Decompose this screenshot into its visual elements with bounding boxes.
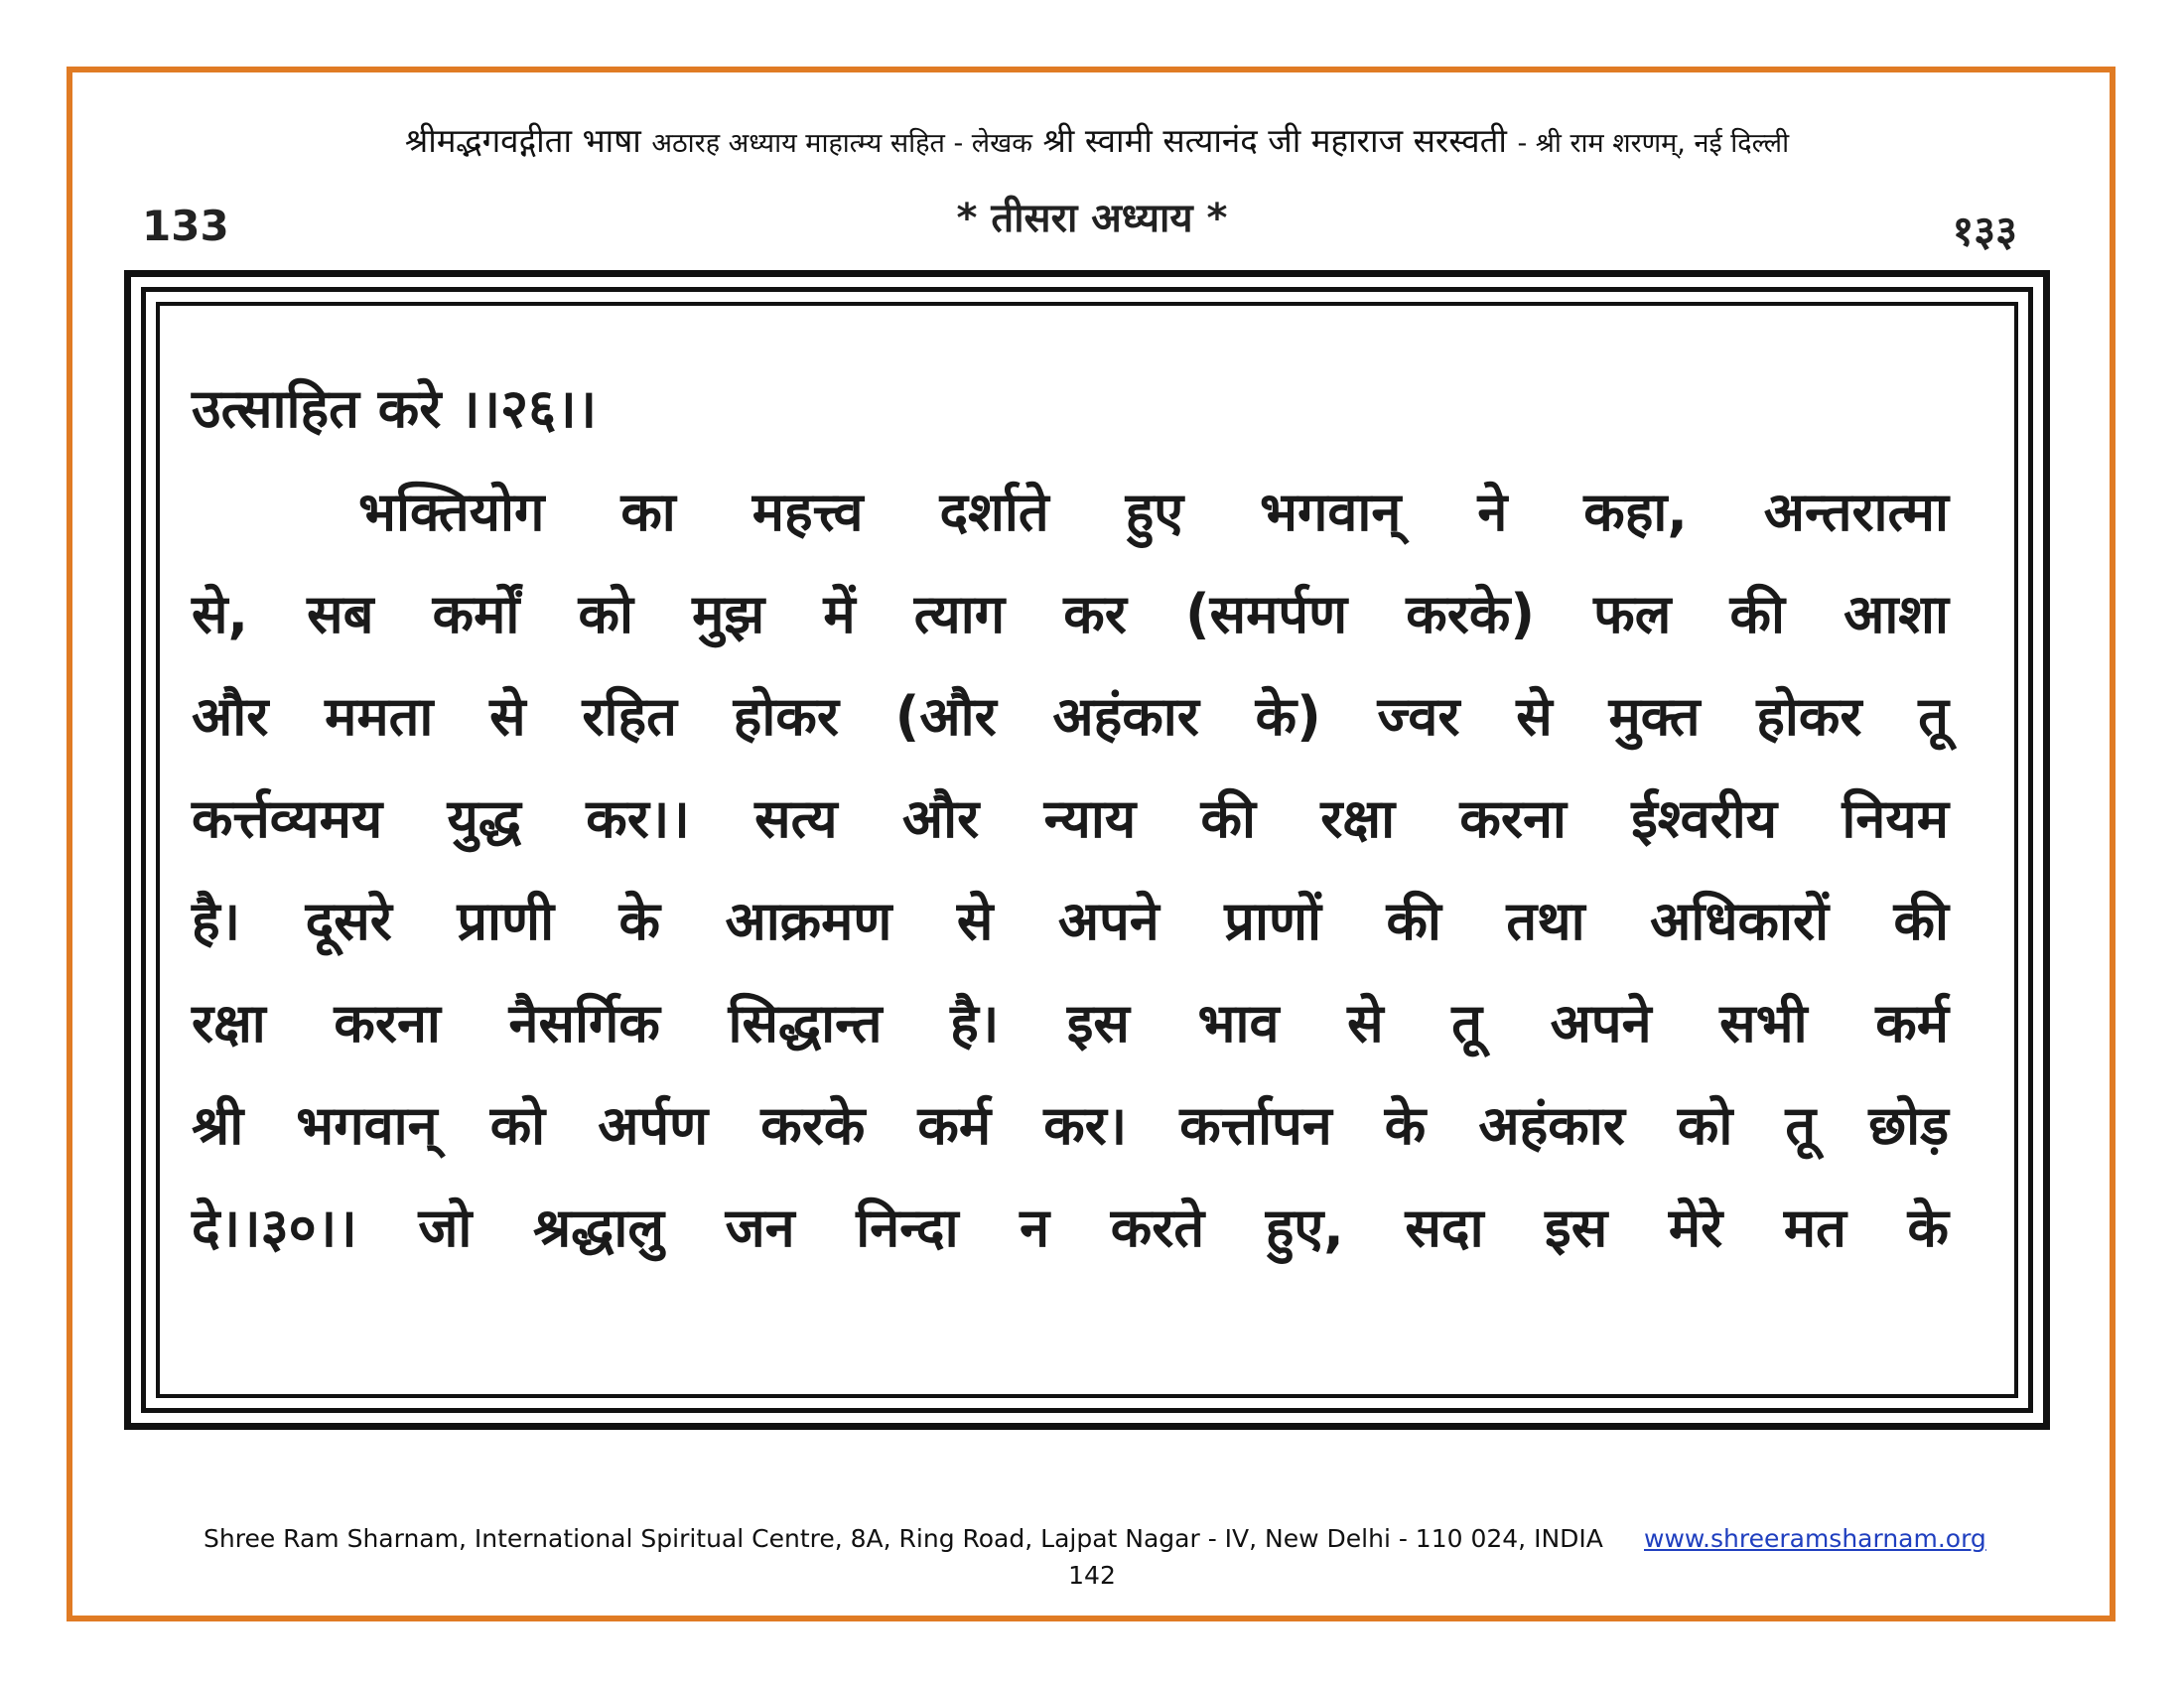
book-subtitle: अठारह अध्याय माहात्म्य सहित - लेखक <box>651 128 1032 159</box>
paragraph-line: दे।।३०।। जो श्रद्धालु जन निन्दा न करते हुए, सदा इस मेरे मत के <box>192 1196 1949 1259</box>
paragraph-line: कर्त्तव्यमय युद्ध कर।। सत्य और न्याय की रक्षा करना ईश्वरीय नियम <box>192 787 1949 850</box>
paragraph-line: है। दूसरे प्राणी के आक्रमण से अपने प्राणों की तथा अधिकारों की <box>192 890 1949 952</box>
author-name: श्री स्वामी सत्यानंद जी महाराज सरस्वती <box>1042 121 1507 160</box>
chapter-title: * तीसरा अध्याय * <box>956 196 1228 241</box>
page-number-devanagari: १३३ <box>1952 207 2017 255</box>
publisher-name: - श्री राम शरणम्, नई दिल्ली <box>1517 128 1790 159</box>
book-title: श्रीमद्भगवद्गीता भाषा <box>404 121 641 160</box>
text-box-content <box>192 357 1949 1279</box>
paragraph-line: से, सब कर्मों को मुझ में त्याग कर (समर्पण करके) फल की आशा <box>192 583 1949 645</box>
verse-end-line: उत्साहित करे ।।२६।। <box>192 377 598 440</box>
footer-address: Shree Ram Sharnam, International Spiritual Centre, 8A, Ring Road, Lajpat Nagar - IV, New Delhi - 110 024, INDIA <box>204 1524 1603 1553</box>
paragraph-line: और ममता से रहित होकर (और अहंकार के) ज्वर से मुक्त होकर तू <box>192 685 1949 748</box>
paragraph-line: रक्षा करना नैसर्गिक सिद्धान्त है। इस भाव से तू अपने सभी कर्म <box>192 992 1949 1055</box>
footer-page-number: 142 <box>1068 1561 1116 1590</box>
website-link[interactable]: www.shreeramsharnam.org <box>1644 1524 1986 1553</box>
page-number-latin: 133 <box>142 202 229 250</box>
paragraph-line: श्री भगवान् को अर्पण करके कर्म कर। कर्त्तापन के अहंकार को तू छोड़ <box>192 1094 1949 1157</box>
paragraph-line: भक्तियोग का महत्त्व दर्शाते हुए भगवान् ने कहा, अन्तरात्मा <box>358 481 1949 543</box>
running-head <box>139 117 2055 162</box>
